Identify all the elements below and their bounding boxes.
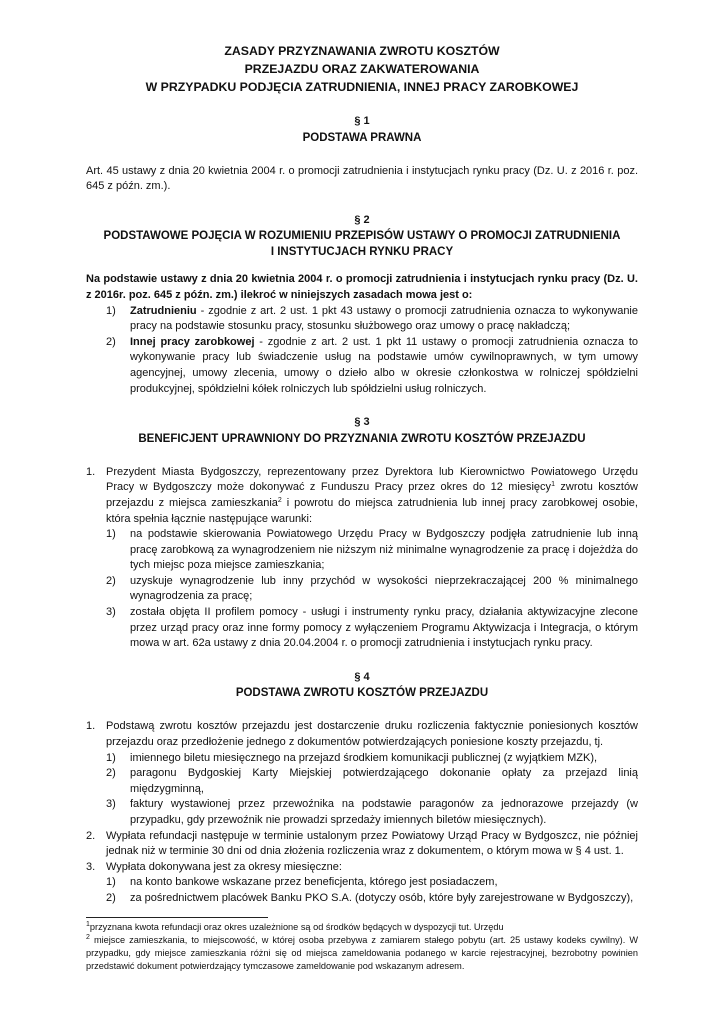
section-4-payment-methods [86, 875, 638, 906]
section-2-title-line-2: I INSTYTUCJACH RYNKU PRACY [270, 246, 454, 259]
paragraph-text: i powrotu do miejsca zatrudnienia lub innej pracy zarobkowej osobie, która spełnia łącznie następujące warunki: [106, 496, 638, 525]
footnote-text: przyznana kwota refundacji oraz okres uzależnione są od środków będących w dyspozycji tut. Urzędu [89, 921, 504, 932]
payment-text: na konto bankowe wskazane przez beneficjenta, którego jest posiadaczem, [130, 876, 498, 889]
paragraph-number: 1. [86, 465, 96, 478]
condition-item [86, 574, 638, 605]
section-3-conditions [86, 527, 638, 652]
footnote-2 [86, 934, 638, 973]
section-1-number: § 1 [354, 115, 370, 127]
payment-item [86, 891, 638, 907]
section-1-title: PODSTAWA PRAWNA [302, 131, 422, 144]
definition-text: - zgodnie z art. 2 ust. 1 pkt 11 ustawy o promocji zatrudnienia oznacza to wykonywanie pracy lub świadczenie usług na podstawie umów cywilnoprawnych, w tym umowy agencyjnej, umowy zlecenia, umowy o dzieło albo w okresie członkostwa w rolniczej spółdzielni produkcyjnej, spółdzielni kółek rolniczych lub spółdzielni usług rolniczych. [130, 335, 639, 395]
condition-item [86, 527, 638, 574]
paragraph-text: Prezydent Miasta Bydgoszczy, reprezentowany przez Dyrektora lub Kierownictwo Powiatowego Urzędu Pracy w Bydgoszczy może dokonywać z Funduszu Pracy przez okres do 12 miesięcy [106, 465, 638, 494]
footnote-ref-2: 2 [277, 496, 282, 504]
section-1-text: Art. 45 ustawy z dnia 20 kwietnia 2004 r. o promocji zatrudnienia i instytucjach rynku pracy (Dz. U. z 2016 r. poz. 645 z późn. zm.). [86, 164, 638, 193]
item-number: 2) [106, 891, 116, 904]
paragraph-number: 1. [86, 720, 96, 733]
section-4-paragraph-1 [86, 719, 638, 750]
section-2-intro: Na podstawie ustawy z dnia 20 kwietnia 2004 r. o promocji zatrudnienia i instytucjach rynku pracy (Dz. U. z 2016r. poz. 645 z późn. zm.) ilekroć w niniejszych zasadach mowa jest o: [86, 273, 638, 301]
section-2-number: § 2 [354, 213, 370, 226]
item-number: 3) [106, 798, 116, 811]
paragraph-text: zwrotu kosztów przejazdu z miejsca zamieszkania [106, 481, 639, 509]
paragraph-text: Podstawą zwrotu kosztów przejazdu jest dostarczenie druku rozliczenia faktycznie poniesionych kosztów przejazdu oraz przedłożenie jednego z dokumentów potwierdzających poniesione koszty przejazdu, tj. [106, 720, 638, 749]
document-item [86, 751, 638, 767]
document-text: faktury wystawionej przez przewoźnika na podstawie paragonów za jednorazowe przejazdy (w przypadku, gdy przewoźnik nie prowadzi sprzedaży imiennych biletów miesięcznych). [130, 798, 638, 826]
paragraph-number: 2. [86, 829, 96, 842]
section-4-paragraph-3 [86, 860, 638, 876]
condition-text: została objęta II profilem pomocy - usługi i instrumenty rynku pracy, działania aktywizacyjne zlecone przez urząd pracy oraz inne formy pomocy z wyłączeniem Programu Aktywizacja i Integracja, o którym mowa w art. 62a ustawy z dnia 20.04.2004 r. o promocji zatrudnienia i instytucjach rynku pracy. [130, 606, 638, 650]
footnote-1 [86, 921, 638, 934]
definition-item [86, 335, 638, 397]
payment-text: za pośrednictwem placówek Banku PKO S.A. (dotyczy osób, które były zarejestrowane w Bydgoszczy), [130, 891, 634, 904]
section-4-number: § 4 [354, 670, 370, 683]
footnote-mark: 2 [86, 933, 90, 941]
item-number: 3) [106, 606, 116, 619]
footnote-mark: 1 [86, 920, 90, 928]
section-2-title-line-1: PODSTAWOWE POJĘCIA W ROZUMIENIU PRZEPISÓW USTAWY O PROMOCJI ZATRUDNIENIA [103, 230, 621, 243]
paragraph-text: Wypłata dokonywana jest za okresy miesięczne: [106, 860, 342, 873]
item-number: 2) [106, 335, 116, 348]
section-2-definitions [86, 304, 638, 398]
document-page [86, 40, 638, 973]
document-item [86, 766, 638, 797]
footnote-text: miejsce zamieszkania, to miejscowość, w której osoba przebywa z zamiarem stałego pobytu (art. 25 ustawy kodeks cywilny). W przypadku, gdy miejsce zamieszkania różni się od miejsca zameldowania podanego w karcie rejestracyjnej, bezrobotny powinien przedstawić dokument potwierdzający tymczasowe zameldowanie pod wskazanym adresem. [86, 934, 638, 971]
item-number: 1) [106, 528, 116, 541]
definition-term: Zatrudnieniu [130, 304, 197, 317]
section-4-paragraph-2 [86, 829, 638, 860]
section-4-title: PODSTAWA ZWROTU KOSZTÓW PRZEJAZDU [235, 687, 489, 700]
title-line-1: ZASADY PRZYZNAWANIA ZWROTU KOSZTÓW [224, 44, 500, 58]
condition-text: na podstawie skierowania Powiatowego Urzędu Pracy w Bydgoszczy podjęła zatrudnienie lub inną pracę zarobkową za wynagrodzeniem nie niższym niż minimalne wynagrodzenie za pracę i dojeżdża do tych miejsc poza miejsce zamieszkania; [130, 528, 638, 572]
section-3-title: BENEFICJENT UPRAWNIONY DO PRZYZNANIA ZWROTU KOSZTÓW PRZEJAZDU [138, 432, 586, 445]
document-title [86, 42, 638, 96]
definition-text: - zgodnie z art. 2 ust. 1 pkt 43 ustawy o promocji zatrudnienia oznacza to wykonywanie pracy na podstawie stosunku pracy, stosunku służbowego oraz umowy o pracę nakładczą; [130, 304, 638, 333]
item-number: 2) [106, 767, 116, 780]
paragraph-text: Wypłata refundacji następuje w terminie ustalonym przez Powiatowy Urząd Pracy w Bydgoszcz, nie później jednak niż w terminie 30 dni od dnia złożenia rozliczenia wraz z dokumentem, o którym mowa w § 4 ust. 1. [106, 829, 638, 858]
payment-item [86, 875, 638, 891]
title-line-3: W PRZYPADKU PODJĘCIA ZATRUDNIENIA, INNEJ PRACY ZAROBKOWEJ [145, 80, 579, 94]
section-3-paragraph-1 [86, 465, 638, 527]
item-number: 1) [106, 304, 116, 317]
item-number: 1) [106, 751, 116, 764]
condition-item [86, 605, 638, 652]
condition-text: uzyskuje wynagrodzenie lub inny przychód w wysokości nieprzekraczającej 200 % minimalnego wynagrodzenia za pracę; [130, 574, 638, 603]
definition-item [86, 304, 638, 335]
definition-term: Innej pracy zarobkowej [130, 335, 255, 348]
footnote-ref-1: 1 [551, 481, 555, 489]
item-number: 1) [106, 876, 116, 889]
document-text: paragonu Bydgoskiej Karty Miejskiej potwierdzającego dokonanie opłaty za przejazd linią międzygminną, [130, 767, 638, 795]
section-3-number: § 3 [354, 416, 370, 429]
document-text: imiennego biletu miesięcznego na przejazd środkiem komunikacji publicznej (z wyjątkiem MZK), [130, 751, 598, 764]
section-4-documents [86, 751, 638, 829]
document-item [86, 797, 638, 828]
paragraph-number: 3. [86, 860, 96, 873]
footnote-separator [86, 917, 268, 918]
footnotes [86, 921, 638, 973]
item-number: 2) [106, 574, 116, 587]
title-line-2: PRZEJAZDU ORAZ ZAKWATEROWANIA [244, 62, 480, 76]
